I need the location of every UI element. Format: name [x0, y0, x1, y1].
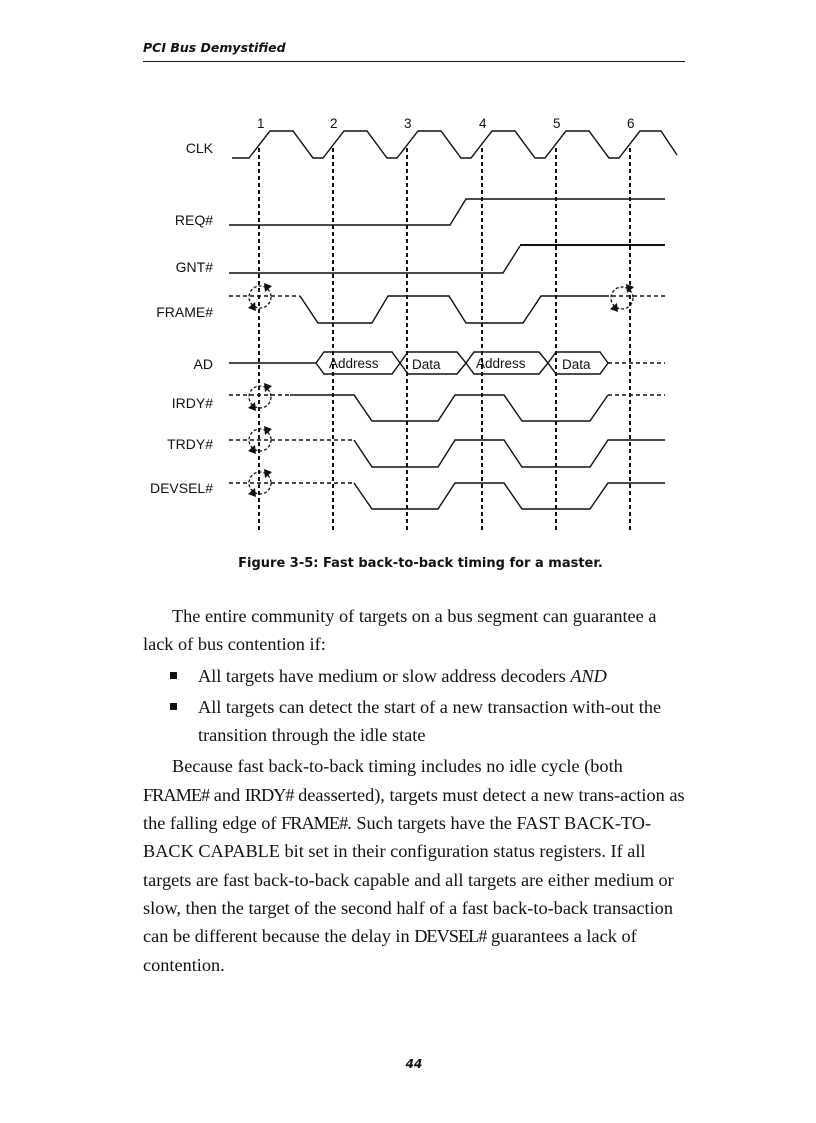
- paragraph-2-text-3: deasserted), targets must detect a new trans-action as the falling edge of: [143, 784, 685, 834]
- running-title: PCI Bus Demystified: [143, 40, 286, 55]
- signal-label-req: REQ#: [174, 212, 213, 228]
- bullet-item-1: [143, 662, 688, 690]
- bullet-item-2: [143, 693, 688, 750]
- paragraph-2-text-2: and: [209, 784, 245, 805]
- clock-number-4: 4: [479, 116, 487, 131]
- clock-number-5: 5: [553, 116, 561, 131]
- clock-edge-lines: [259, 148, 630, 532]
- timing-diagram: [0, 0, 816, 560]
- signal-label-irdy: IRDY#: [171, 395, 213, 411]
- paragraph-2: [143, 752, 688, 978]
- bullet-square-icon: [170, 703, 177, 710]
- trdy-waveform: [354, 440, 665, 467]
- req-waveform: [229, 199, 665, 225]
- devsel-waveform: [354, 483, 665, 509]
- gnt-waveform: [229, 246, 520, 273]
- figure-caption: Figure 3-5: Fast back-to-back timing for a master.: [238, 556, 603, 571]
- ad-phase-label-data-1: Data: [412, 357, 441, 372]
- bullet-item-2-text: All targets can detect the start of a new transaction with-out the transition through the idle state: [198, 696, 662, 746]
- paragraph-2-text-1: Because fast back-to-back timing includes no idle cycle (both: [172, 756, 623, 777]
- irdy-waveform: [290, 395, 608, 421]
- signal-label-frame: FRAME#: [156, 304, 213, 320]
- signal-label-gnt: GNT#: [175, 259, 213, 275]
- bullet-list: [143, 662, 688, 750]
- signal-label-clk: CLK: [185, 140, 213, 156]
- clk-waveform: [232, 131, 677, 158]
- turnaround-markers: [248, 283, 634, 497]
- ad-phase-label-address-2: Address: [476, 356, 526, 371]
- bullet-square-icon: [170, 672, 177, 679]
- paragraph-1: The entire community of targets on a bus segment can guarantee a lack of bus contention if:: [143, 606, 657, 655]
- signal-label-devsel: DEVSEL#: [149, 480, 213, 496]
- clock-number-2: 2: [330, 116, 338, 131]
- ad-phase-label-data-2: Data: [562, 357, 591, 372]
- bullet-item-1-text: All targets have medium or slow address decoders: [198, 665, 571, 686]
- signal-name-irdy: IRDY#: [244, 784, 294, 805]
- signal-name-devsel: DEVSEL#: [414, 926, 487, 947]
- signal-name-frame-2: FRAME#: [281, 813, 348, 834]
- page-number: 44: [405, 1057, 423, 1071]
- ad-phase-label-address-1: Address: [329, 356, 379, 371]
- paragraph-2-text-5: guarantees a lack of contention.: [143, 926, 637, 975]
- body-text: [143, 602, 688, 979]
- clock-number-1: 1: [257, 116, 265, 131]
- bullet-item-1-emphasis: AND: [570, 665, 607, 686]
- signal-label-trdy: TRDY#: [167, 436, 213, 452]
- signal-name-frame: FRAME#: [143, 784, 210, 805]
- frame-waveform: [300, 296, 605, 323]
- signal-label-ad: AD: [193, 356, 213, 372]
- clock-number-3: 3: [404, 116, 412, 131]
- clock-number-6: 6: [627, 116, 635, 131]
- paragraph-2-text-4: . Such targets have the FAST BACK-TO-BACK CAPABLE bit set in their configuration status registers. If all targets are fast back-to-back capable and all targets are either medium or slow, then the target of the second half of a fast back-to-back transaction can be different because the delay in: [143, 813, 674, 947]
